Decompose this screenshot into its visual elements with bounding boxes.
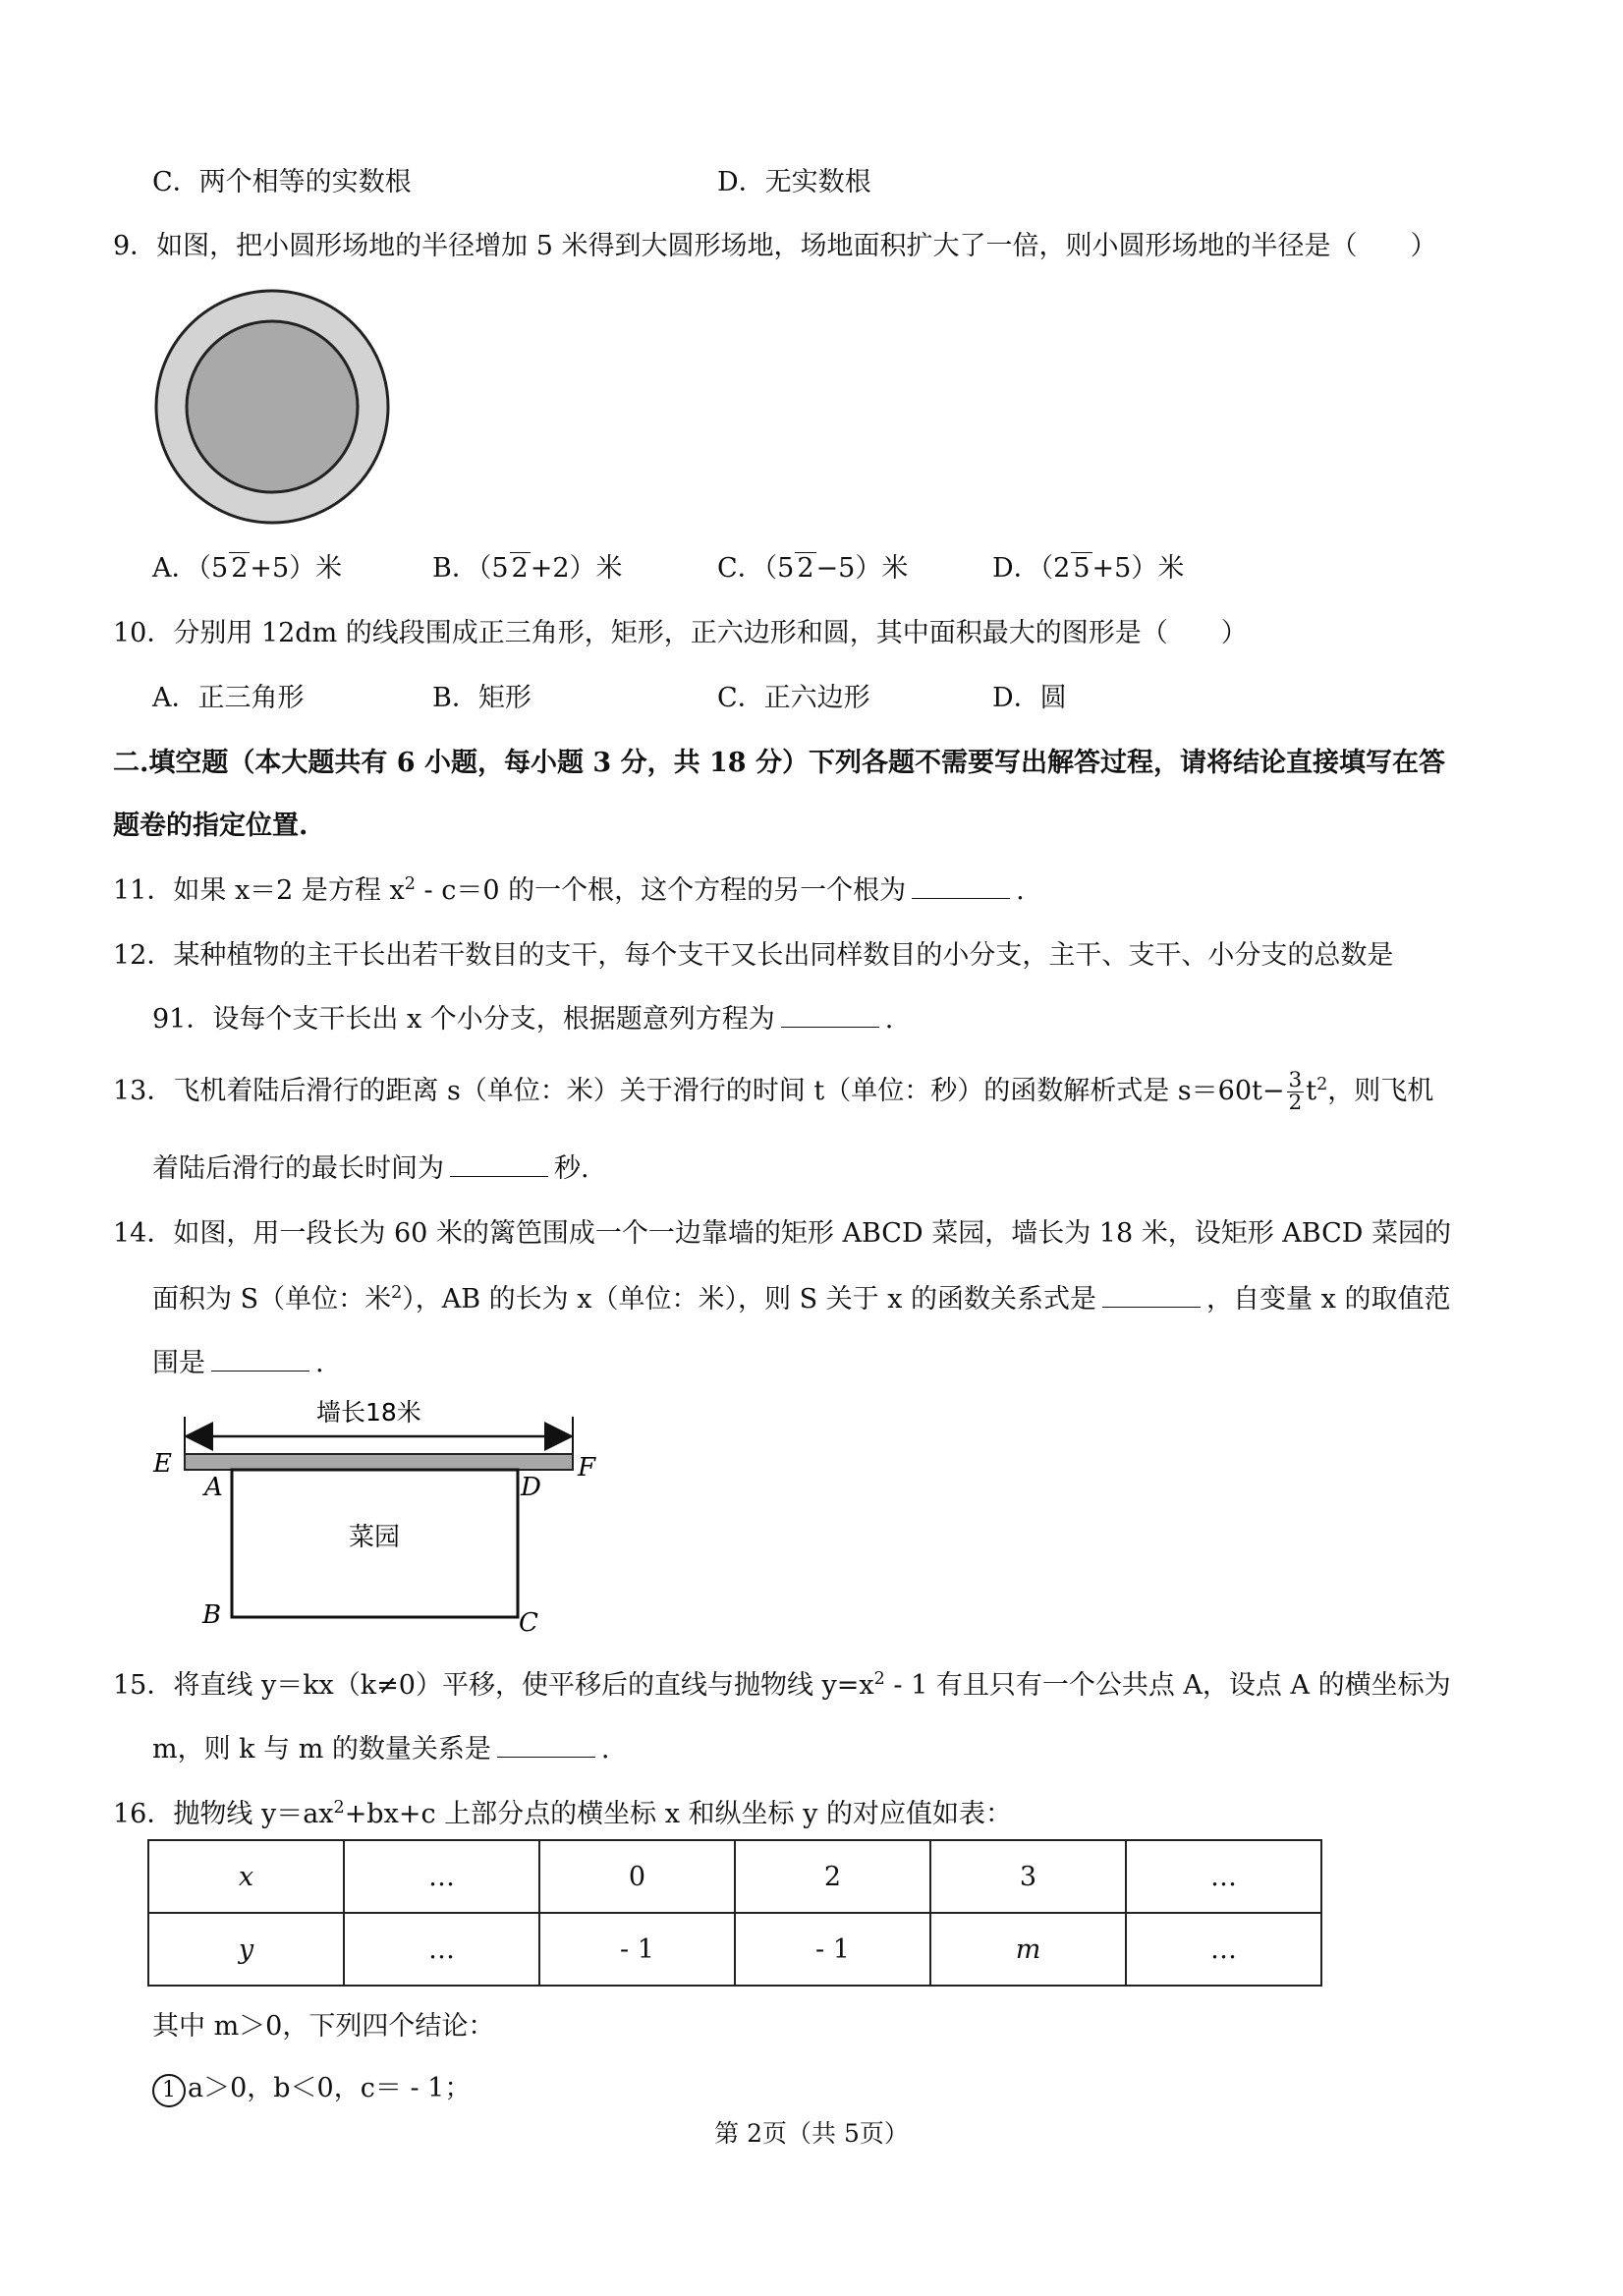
q14-range-blank[interactable]	[211, 1351, 309, 1372]
q9-option-c: C．（5 2−5）米	[717, 553, 909, 584]
q8-option-c: C．两个相等的实数根	[152, 167, 412, 197]
section2-heading-line2: 题卷的指定位置.	[113, 811, 308, 841]
q10-stem: 10．分别用 12dm 的线段围成正三角形，矩形，正六边形和圆，其中面积最大的图形是（ ）	[113, 618, 1248, 648]
garden-label: 菜园	[349, 1523, 401, 1552]
q12-answer-blank[interactable]	[781, 1007, 879, 1028]
q14-line2: 面积为 S（单位：米$^2$），AB 的长为 x（单位：米），则 S 关于 x 的函数关系式是 ，自变量 x 的取值范	[152, 1283, 1451, 1315]
q15-answer-blank[interactable]	[497, 1737, 595, 1758]
circled-number-1: 1	[152, 2074, 186, 2107]
section2-heading-line1: 二.填空题（本大题共有 6 小题，每小题 3 分，共 18 分）下列各题不需要写出解答过程，请将结论直接填写在答	[113, 748, 1445, 778]
point-b-label: B	[202, 1600, 222, 1630]
q9-option-d: D．（2 5+5）米	[992, 553, 1185, 584]
q14-function-blank[interactable]	[1102, 1287, 1201, 1308]
table-cell: y	[148, 1913, 344, 1986]
q14-line3: 围是 .	[152, 1348, 324, 1378]
q16-conclusion-1: 1 a＞0，b＜0，c＝ - 1；	[152, 2066, 471, 2107]
q10-option-a: A．正三角形	[152, 683, 305, 713]
page-footer: 第 2页（共 5页）	[714, 2119, 909, 2148]
table-cell: …	[344, 1913, 539, 1986]
q11-answer-blank[interactable]	[912, 878, 1010, 899]
q16-stem: 16．抛物线 $y=ax^2+bx+c$ 上部分点的横坐标 x 和纵坐标 y 的对应值如表：	[113, 1798, 1012, 1829]
point-a-label: A	[204, 1473, 223, 1502]
table-cell: …	[1126, 1840, 1321, 1913]
point-e-label: E	[153, 1449, 172, 1479]
q9-circle-figure	[152, 287, 393, 528]
q14-line1: 14．如图，用一段长为 60 米的篱笆围成一个一边靠墙的矩形 ABCD 菜园，墙长为 18 米，设矩形 ABCD 菜园的	[113, 1218, 1452, 1249]
point-f-label: F	[578, 1453, 596, 1483]
q9-stem: 9．如图，把小圆形场地的半径增加 5 米得到大圆形场地，场地面积扩大了一倍，则小圆形场地的半径是（ ）	[113, 231, 1437, 261]
small-circle	[187, 321, 358, 492]
q9-option-b: B．（5 2+2）米	[432, 553, 623, 584]
q14-garden-figure	[147, 1395, 609, 1641]
q15-line2: m，则 k 与 m 的数量关系是 .	[152, 1734, 610, 1764]
q8-option-d: D．无实数根	[717, 167, 871, 197]
q16-value-table	[147, 1839, 1322, 1987]
wall	[185, 1454, 573, 1470]
point-c-label: C	[519, 1608, 538, 1638]
table-cell: 0	[539, 1840, 735, 1913]
q11: 11．如果 x＝2 是方程 $x^2 - c=0$ 的一个根，这个方程的另一个根为 .	[113, 874, 1025, 906]
q16-condition: 其中 m＞0，下列四个结论：	[152, 2011, 495, 2042]
table-cell: …	[1126, 1913, 1321, 1986]
table-cell: 2	[735, 1840, 930, 1913]
point-d-label: D	[521, 1473, 541, 1502]
table-cell: - 1	[735, 1913, 930, 1986]
table-cell: 3	[930, 1840, 1126, 1913]
wall-length-label: 墙长18米	[316, 1398, 421, 1427]
q13-line1: 13．飞机着陆后滑行的距离 s（单位：米）关于滑行的时间 t（单位：秒）的函数解析式是 s＝60t− $\frac{3}{2}$ $t^2$，则飞机	[113, 1068, 1434, 1115]
q15-line1: 15．将直线 y＝kx（k≠0）平移，使平移后的直线与抛物线 $y=x^2 - 1$ 有且只有一个公共点 A，设点 A 的横坐标为	[113, 1669, 1451, 1701]
q12-line1: 12．某种植物的主干长出若干数目的支干，每个支干又长出同样数目的小分支，主干、支干、小分支的总数是	[113, 940, 1394, 971]
q13-answer-blank[interactable]	[450, 1156, 548, 1177]
table-cell: m	[930, 1913, 1126, 1986]
q9-option-a: A．（5 2+5）米	[152, 553, 343, 584]
table-row	[148, 1913, 1321, 1986]
q10-option-b: B．矩形	[432, 683, 532, 713]
table-cell: - 1	[539, 1913, 735, 1986]
table-row	[148, 1840, 1321, 1913]
q10-option-d: D．圆	[992, 683, 1067, 713]
table-cell: …	[344, 1840, 539, 1913]
q12-line2: 91．设每个支干长出 x 个小分支，根据题意列方程为 .	[152, 1004, 894, 1035]
q10-option-c: C．正六边形	[717, 683, 870, 713]
q13-line2: 着陆后滑行的最长时间为 秒.	[152, 1153, 589, 1184]
table-cell: x	[148, 1840, 344, 1913]
